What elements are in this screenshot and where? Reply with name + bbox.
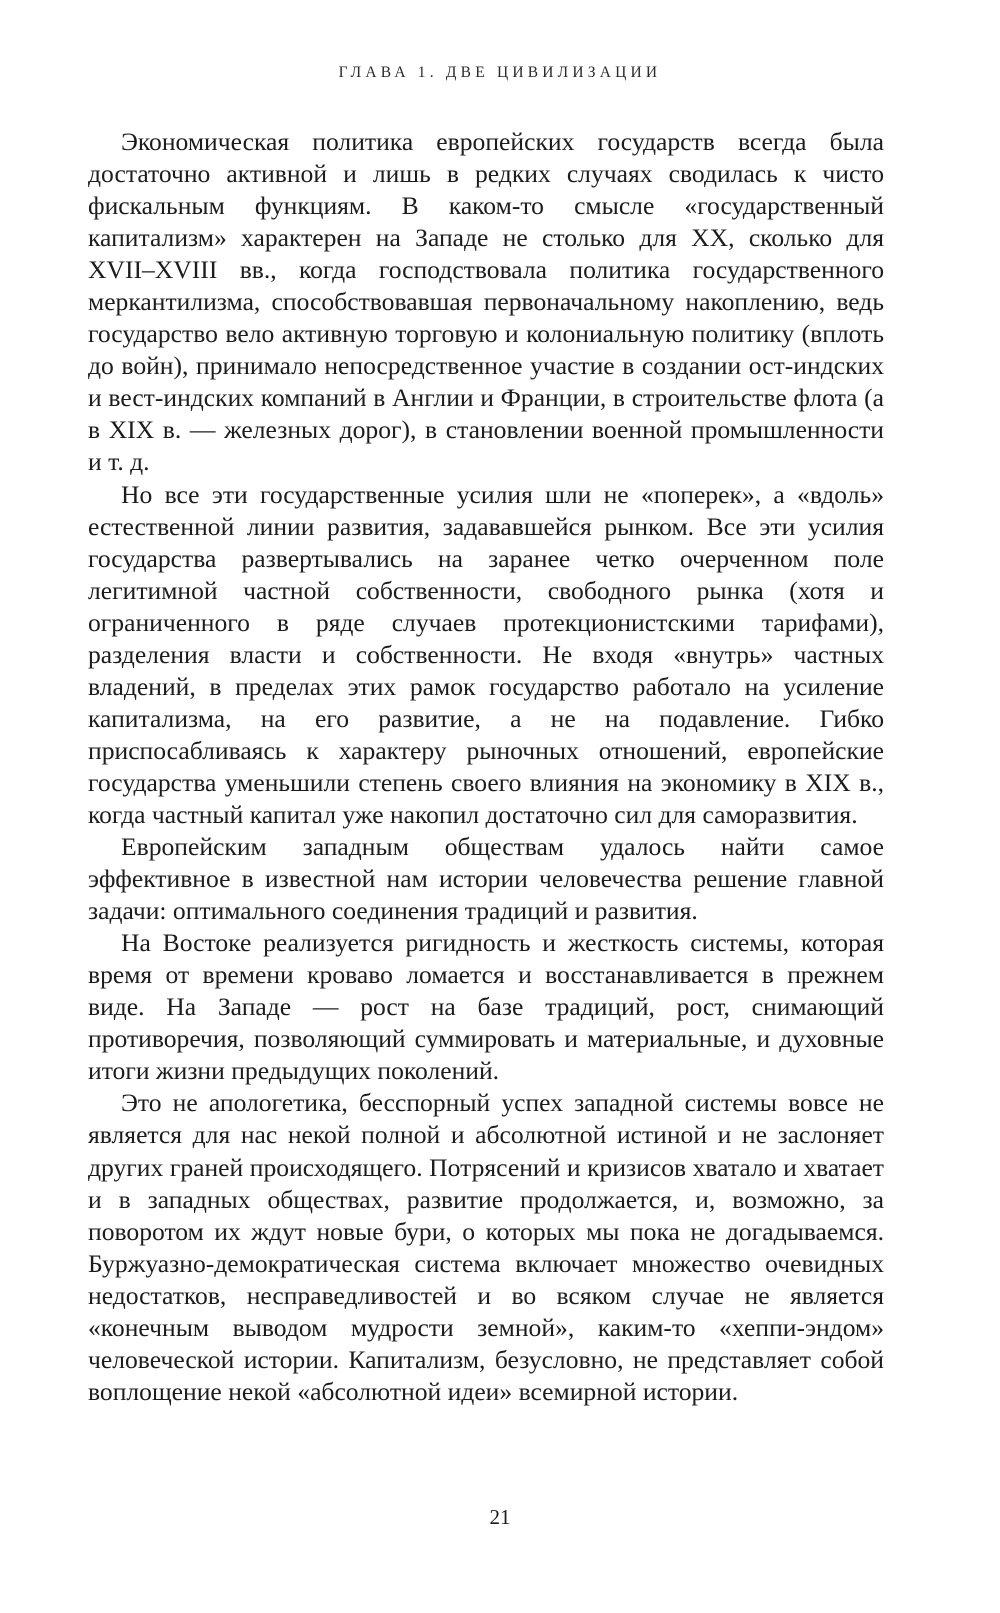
- paragraph: Европейским западным обществам удалось найти самое эффективное в известной нам истории человечества решение главной задачи: оптимального соединения традиций и развития.: [88, 832, 884, 926]
- paragraph: Это не апологетика, бесспорный успех западной системы вовсе не является для нас некой полной и абсолютной истиной и не заслоняет других граней происходящего. Потрясений и кризисов хватало и хватает и в западных обществах, развитие продолжается, и, возможно, за поворотом их ждут новые бури, о которых мы пока не догадываемся. Буржуазно-демократическая система включает множество очевидных недостатков, несправедливостей и во всяком случае не является «конечным выводом мудрости земной», каким-то «хеппи-эндом» человеческой истории. Капитализм, безусловно, не представляет собой воплощение некой «абсолютной идеи» всемирной истории.: [88, 1088, 884, 1406]
- paragraph: На Востоке реализуется ригидность и жесткость системы, которая время от времени кроваво ломается и восстанавливается в прежнем виде. На Западе — рост на базе традиций, рост, снимающий противоречия, позволяющий суммировать и материальные, и духовные итоги жизни предыдущих поколений.: [88, 928, 884, 1086]
- body-text: [88, 126, 884, 1408]
- running-head: ГЛАВА 1. ДВЕ ЦИВИЛИЗАЦИИ: [338, 64, 662, 81]
- paragraph: Экономическая политика европейских государств всегда была достаточно активной и лишь в редких случаях сводилась к чисто фискальным функциям. В каком-то смысле «государственный капитализм» характерен на Западе не столько для XX, сколько для XVII–XVIII вв., когда господствовала политика государственного меркантилизма, способствовавшая первоначальному накоплению, ведь государство вело активную торговую и колониальную политику (вплоть до войн), принимало непосредственное участие в создании ост-индских и вест-индских компаний в Англии и Франции, в строительстве флота (а в XIX в. — железных дорог), в становлении военной промышленности и т. д.: [88, 127, 884, 477]
- paragraph: Но все эти государственные усилия шли не «поперек», а «вдоль» естественной линии развития, задававшейся рынком. Все эти усилия государства развертывались на заранее четко очерченном поле легитимной частной собственности, свободного рынка (хотя и ограниченного в ряде случаев протекционистскими тарифами), разделения власти и собственности. Не входя «внутрь» частных владений, в пределах этих рамок государство работало на усиление капитализма, на его развитие, а не на подавление. Гибко приспосабливаясь к характеру рыночных отношений, европейские государства уменьшили степень своего влияния на экономику в XIX в., когда частный капитал уже накопил достаточно сил для саморазвития.: [88, 479, 884, 829]
- page-number: 21: [489, 1505, 511, 1529]
